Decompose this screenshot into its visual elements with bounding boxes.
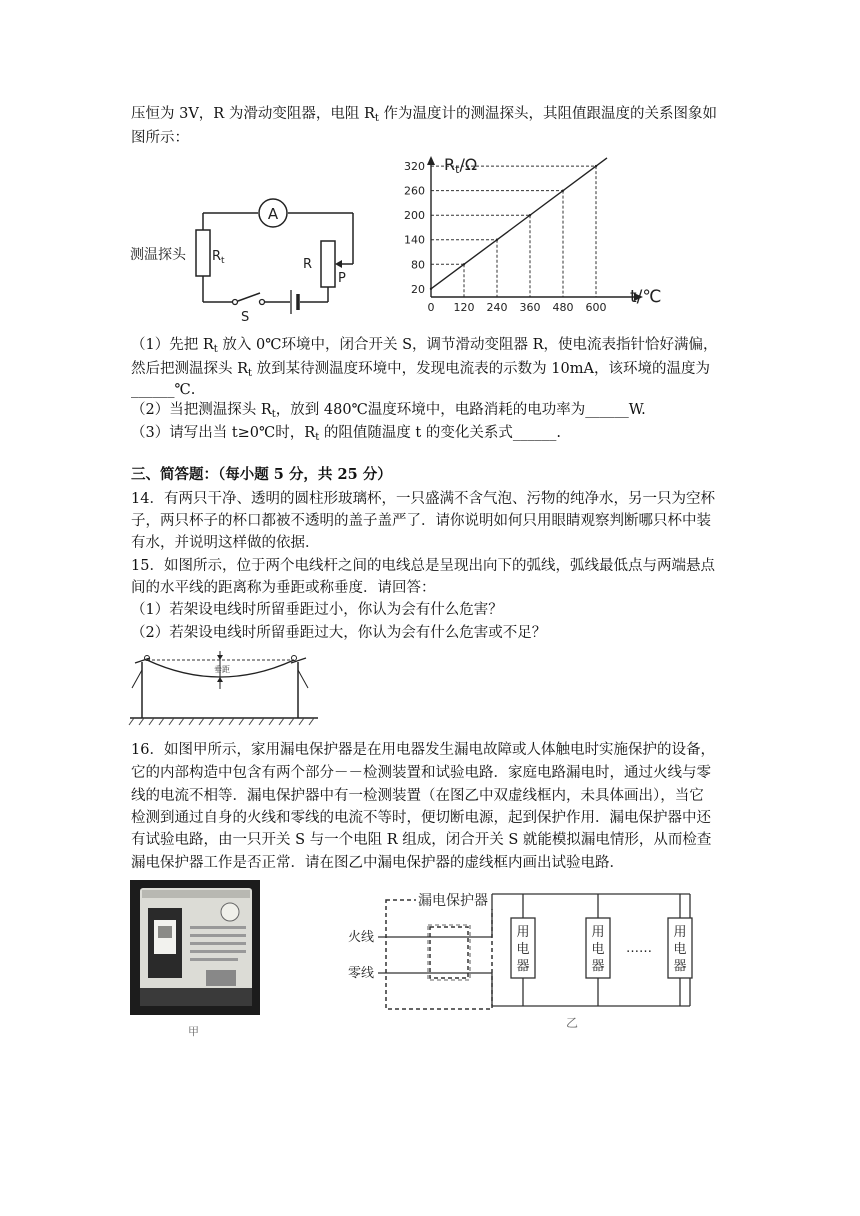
q16-line-3: 线的电流不相等．漏电保护器中有一检测装置（在图乙中双虚线框内，未具体画出），当它 bbox=[131, 788, 704, 804]
y-tick-label: 140 bbox=[404, 233, 425, 247]
data-point bbox=[463, 263, 465, 265]
figure-yi-caption: 乙 bbox=[565, 1016, 579, 1030]
ammeter-label: A bbox=[267, 205, 279, 223]
appliance-label: 用 bbox=[673, 925, 687, 940]
data-point bbox=[496, 239, 498, 241]
appliance-label: 用 bbox=[516, 925, 530, 940]
x-tick-label: 0 bbox=[427, 301, 435, 314]
q16-line-6: 漏电保护器工作是否正常．请在图乙中漏电保护器的虚线框内画出试验电路． bbox=[131, 855, 624, 871]
q14-line-3: 有水，并说明这样做的依据． bbox=[131, 535, 320, 551]
y-tick-label: 200 bbox=[404, 209, 425, 223]
q15-line-2: 间的水平线的距离称为垂距或称垂度．请回答： bbox=[131, 580, 436, 596]
q14-line-1: 14．有两只干净、透明的圆柱形玻璃杯，一只盛满不含气泡、污物的纯净水，另一只为空杯 bbox=[131, 491, 715, 507]
x-tick-label: 240 bbox=[486, 301, 508, 314]
q13-part1-line2: 然后把测温探头 $R_t$ 放到某待测温度环境中，发现电流表的示数为 10mA，该环境的温度为 bbox=[131, 361, 710, 379]
figure-jia-caption: 甲 bbox=[188, 1025, 199, 1038]
appliance-label: 用 bbox=[591, 925, 605, 940]
x-tick-label: 120 bbox=[453, 301, 475, 314]
q15-line-3: （1）若架设电线时所留垂距过小，你认为会有什么危害？ bbox=[131, 602, 503, 618]
x-tick-label: 480 bbox=[552, 301, 574, 314]
y-tick-label: 80 bbox=[411, 258, 425, 272]
leakage-protector-circuit bbox=[348, 880, 700, 1030]
q13-part2: （2）当把测温探头 $R_t$，放到 480℃温度环境中，电路消耗的电功率为______W. bbox=[131, 402, 646, 420]
x-axis-label: t/℃ bbox=[630, 287, 662, 307]
y-tick-label: 260 bbox=[404, 184, 425, 198]
r-label: R bbox=[303, 257, 313, 272]
q13-part3: （3）请写出当 t≥0℃时，$R_t$ 的阻值随温度 t 的变化关系式______. bbox=[131, 425, 561, 443]
q16-line-5: 有试验电路，由一只开关 S 与一个电阻 R 组成，闭合开关 S 就能模拟漏电情形，从而检查 bbox=[131, 832, 712, 848]
x-tick-label: 600 bbox=[585, 301, 607, 314]
y-tick-label: 20 bbox=[411, 282, 425, 296]
slider-arrow bbox=[335, 260, 342, 268]
q13-part1-line3: ______℃. bbox=[131, 382, 196, 398]
y-axis-arrow bbox=[427, 156, 435, 165]
protector-title: 漏电保护器 bbox=[418, 893, 488, 909]
appliance-label: 电 bbox=[516, 942, 530, 957]
q16-line-4: 检测到通过自身的火线和零线的电流不等时，便切断电源，起到保护作用．漏电保护器中还 bbox=[131, 810, 711, 826]
q16-line-1: 16．如图甲所示，家用漏电保护器是在用电器发生漏电故障或人体触电时实施保护的设备， bbox=[131, 742, 715, 758]
series-line bbox=[431, 158, 607, 289]
switch-contact bbox=[260, 300, 265, 305]
appliance-label: 电 bbox=[591, 942, 605, 957]
q16-line-2: 它的内部构造中包含有两个部分－－检测装置和试验电路．家庭电路漏电时，通过火线与零 bbox=[131, 765, 711, 781]
leakage-protector-photo bbox=[130, 880, 260, 1015]
q15-line-1: 15．如图所示，位于两个电线杆之间的电线总是呈现出向下的弧线，弧线最低点与两端悬点 bbox=[131, 558, 715, 574]
switch-contact bbox=[233, 300, 238, 305]
ellipsis: …… bbox=[626, 941, 652, 956]
y-axis-label: Rt/Ω bbox=[444, 155, 478, 176]
y-tick-label: 320 bbox=[404, 160, 425, 174]
data-point bbox=[562, 189, 564, 191]
live-wire-label: 火线 bbox=[348, 930, 375, 945]
x-tick-label: 360 bbox=[519, 301, 541, 314]
p-label: P bbox=[338, 271, 346, 286]
q15-line-4: （2）若架设电线时所留垂距过大，你认为会有什么危害或不足？ bbox=[131, 625, 547, 641]
switch-label: S bbox=[241, 310, 250, 325]
intro-line-2: 图所示： bbox=[131, 130, 189, 146]
rt-temperature-chart bbox=[398, 150, 673, 328]
data-point bbox=[595, 165, 597, 167]
neutral-wire-label: 零线 bbox=[348, 966, 375, 981]
detector-box bbox=[430, 927, 468, 978]
intro-line-1: 压恒为 3V，R 为滑动变阻器，电阻 $R_t$ 作为温度计的测温探头，其阻值跟温度的关系图象如 bbox=[131, 106, 717, 124]
appliance-label: 器 bbox=[673, 959, 687, 974]
q13-part1-line1: （1）先把 $R_t$ 放入 0℃环境中，闭合开关 S，调节滑动变阻器 R，使电流表指针恰好满偏， bbox=[131, 337, 718, 355]
appliance-label: 电 bbox=[673, 942, 687, 957]
q14-line-2: 子，两只杯子的杯口都被不透明的盖子盖严了．请你说明如何只用眼睛观察判断哪只杯中装 bbox=[131, 513, 711, 529]
appliance-label: 器 bbox=[591, 959, 605, 974]
probe-label: 测温探头 bbox=[130, 247, 186, 263]
sag-label: 垂距 bbox=[214, 665, 230, 674]
protector-dashed-box bbox=[386, 900, 492, 1009]
rt-label: $R_t$ bbox=[212, 249, 225, 266]
appliance-label: 器 bbox=[516, 959, 530, 974]
section-heading: 三、简答题：（每小题 5 分，共 25 分） bbox=[131, 466, 392, 483]
power-line-figure bbox=[128, 648, 320, 728]
data-point bbox=[529, 214, 531, 216]
circuit-diagram bbox=[128, 190, 373, 325]
